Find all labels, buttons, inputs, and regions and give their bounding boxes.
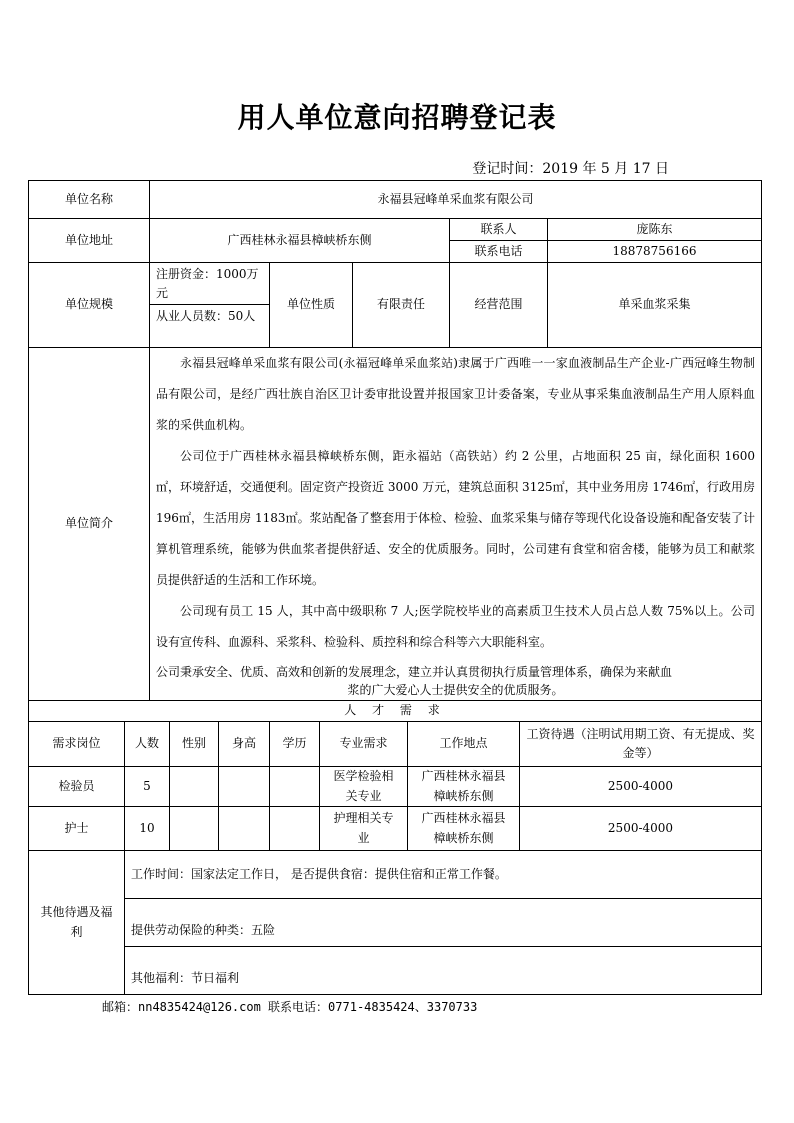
unit-name-label: 单位名称 xyxy=(28,180,150,219)
header-location: 工作地点 xyxy=(407,721,520,767)
header-major: 专业需求 xyxy=(319,721,408,767)
intro-paragraph: 永福县冠峰单采血浆有限公司(永福冠峰单采血浆站)隶属于广西唯一一家血液制品生产企业-广西冠峰生物制品有限公司，是经广西壮族自治区卫计委审批设置并报国家卫计委备案，专业从事采集血液制品生产用人原料血浆的采供血机构。 xyxy=(156,356,755,432)
business-scope-label: 经营范围 xyxy=(449,262,548,348)
row-gender xyxy=(169,806,219,851)
row-location: 广西桂林永福县樟峡桥东侧 xyxy=(407,806,520,851)
contact-phone-value: 18878756166 xyxy=(547,240,762,263)
row-count: 10 xyxy=(124,806,170,851)
unit-address-label: 单位地址 xyxy=(28,218,150,263)
contact-phone-label: 联系电话 xyxy=(449,240,548,263)
unit-type-label: 单位性质 xyxy=(269,262,353,348)
header-height: 身高 xyxy=(218,721,270,767)
intro-paragraph: 公司位于广西桂林永福县樟峡桥东侧，距永福站（高铁站）约 2 公里，占地面积 25 亩，绿化面积 1600㎡，环境舒适，交通便利。固定资产投资近 3000 万元，建筑总面积 3125㎡，其中业务用房 1746㎡，行政用房 196㎡，生活用房 1183㎡。浆站配备了整套用于体检、检验、血浆采集与储存等现代化设备设施和配备安装了计算机管理系统，能够为供血浆者提供舒适、安全的优质服务。同时，公司建有食堂和宿舍楼，能够为员工和献浆员提供舒适的生活和工作环境。 xyxy=(156,449,755,587)
intro-paragraph xyxy=(156,663,755,699)
contact-person-value: 庞陈东 xyxy=(547,218,762,241)
contact-person-label: 联系人 xyxy=(449,218,548,241)
intro-line: 浆的广大爱心人士提供安全的优质服务。 xyxy=(347,683,564,697)
registered-capital: 注册资金：1000万元 xyxy=(149,262,270,305)
unit-scale-label: 单位规模 xyxy=(28,262,150,348)
intro-paragraph: 公司现有员工 15 人，其中高中级职称 7 人;医学院校毕业的高素质卫生技术人员占总人数 75%以上。公司设有宣传科、血源科、采浆科、检验科、质控科和综合科等六大职能科室。 xyxy=(156,604,755,649)
header-salary: 工资待遇（注明试用期工资、有无提成、奖金等） xyxy=(519,721,762,767)
unit-name-value: 永福县冠峰单采血浆有限公司 xyxy=(149,180,762,219)
row-major: 医学检验相关专业 xyxy=(319,766,408,807)
header-gender: 性别 xyxy=(169,721,219,767)
benefits-other: 其他福利：节日福利 xyxy=(124,946,762,995)
talent-section-header: 人 才 需 求 xyxy=(28,700,762,722)
row-education xyxy=(269,766,320,807)
page-title: 用人单位意向招聘登记表 xyxy=(237,101,557,134)
intro-line: 公司秉承安全、优质、高效和创新的发展理念，建立并认真贯彻执行质量管理体系，确保为来献血 xyxy=(156,665,673,679)
benefits-label: 其他待遇及福利 xyxy=(28,850,125,995)
row-major: 护理相关专业 xyxy=(319,806,408,851)
row-gender xyxy=(169,766,219,807)
unit-intro-label: 单位简介 xyxy=(28,347,150,701)
unit-type-value: 有限责任 xyxy=(352,262,450,348)
benefits-insurance: 提供劳动保险的种类：五险 xyxy=(124,898,762,947)
header-count: 人数 xyxy=(124,721,170,767)
unit-address-value: 广西桂林永福县樟峡桥东侧 xyxy=(149,218,450,263)
business-scope-value: 单采血浆采集 xyxy=(547,262,762,348)
header-education: 学历 xyxy=(269,721,320,767)
row-count: 5 xyxy=(124,766,170,807)
row-salary: 2500-4000 xyxy=(519,766,762,807)
row-salary: 2500-4000 xyxy=(519,806,762,851)
footer-contact: 邮箱：nn4835424@126.com 联系电话：0771-4835424、3370733 xyxy=(102,1000,478,1014)
registration-date: 登记时间：2019 年 5 月 17 日 xyxy=(472,161,669,177)
row-location: 广西桂林永福县樟峡桥东侧 xyxy=(407,766,520,807)
row-height xyxy=(218,766,270,807)
staff-count: 从业人员数：50人 xyxy=(149,304,270,348)
header-position: 需求岗位 xyxy=(28,721,125,767)
unit-intro-text xyxy=(149,347,762,701)
benefits-work-time: 工作时间：国家法定工作日， 是否提供食宿：提供住宿和正常工作餐。 xyxy=(124,850,762,899)
row-height xyxy=(218,806,270,851)
row-position: 检验员 xyxy=(28,766,125,807)
row-education xyxy=(269,806,320,851)
row-position: 护士 xyxy=(28,806,125,851)
